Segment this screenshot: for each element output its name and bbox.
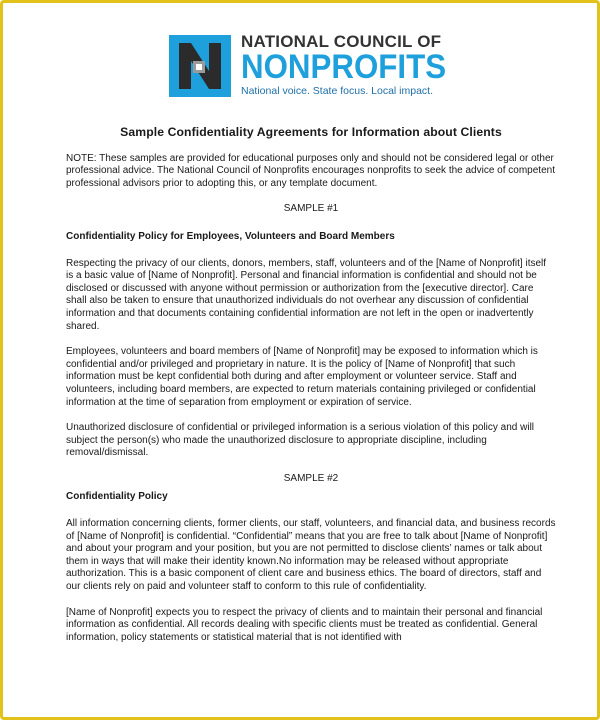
sample-2-heading: Confidentiality Policy (66, 491, 168, 503)
document-body (66, 126, 556, 657)
sample-2-paragraph: [Name of Nonprofit] expects you to respect the privacy of clients and to maintain their personal and financial information as confidential. All records dealing with specific clients must be treated as confidential. General information, policy statements or statistical material that is not identified with (66, 606, 543, 643)
logo-line-2: NONPROFITS (241, 48, 447, 86)
sample-1-label: SAMPLE #1 (283, 203, 339, 215)
sample-1-paragraph: Respecting the privacy of our clients, donors, members, staff, volunteers and of the [Name of Nonprofit] itself is a basic value of [Name of Nonprofit]. Personal and financial information is confidential and should not be disclosed or discussed with anyone without permission or authorization from the [executive director]. Care shall also be taken to ensure that unauthorized individuals do not overhear any discussion of confidential information and that documents containing confidential information are not left in the open or inadvertently shared. (66, 257, 547, 332)
logo-wordmark (241, 33, 464, 98)
sample-2-label: SAMPLE #2 (283, 472, 339, 484)
sample-1-paragraph: Unauthorized disclosure of confidential or privileged information is a serious violation of this policy and will subject the person(s) who made the unauthorized disclosure to appropriate discipline, including removal/dismissal. (66, 422, 535, 459)
sample-1-heading: Confidentiality Policy for Employees, Volunteers and Board Members (66, 230, 395, 242)
sample-2-paragraph: All information concerning clients, former clients, our staff, volunteers, and financial data, and business records of [Name of Nonprofit] is confidential. “Confidential” means that you are free to talk about [Name of Nonprofit] and about your program and your position, but you are not permitted to disclose clients’ names or talk about them in ways that will make their identity known.No information may be released without appropriate authorization. This is a basic component of client care and business ethics. The board of directors, staff and our clients rely on paid and volunteer staff to conform to this rule of confidentiality. (66, 518, 556, 593)
logo-line-1: NATIONAL COUNCIL OF (241, 32, 442, 51)
disclaimer-note: NOTE: These samples are provided for educational purposes only and should not be considered legal or other professional advice. The National Council of Nonprofits encourages nonprofits to seek the advice of competent professional advisors prior to adopting this, or any template document. (66, 152, 555, 189)
sample-1-paragraph: Employees, volunteers and board members of [Name of Nonprofit] may be exposed to information which is confidential and/or privileged and proprietary in nature. It is the policy of [Name of Nonprofit] that such information must be kept confidential both during and after employment or volunteer service. Staff and volunteers, including board members, are expected to return materials containing privileged or confidential information at the time of separation from employment or expiration of service. (66, 346, 538, 408)
document-title: Sample Confidentiality Agreements for Information about Clients (120, 125, 502, 139)
organization-logo (169, 33, 459, 103)
logo-tagline: National voice. State focus. Local impact. (241, 85, 434, 97)
nonprofits-n-logo-icon (169, 35, 231, 97)
